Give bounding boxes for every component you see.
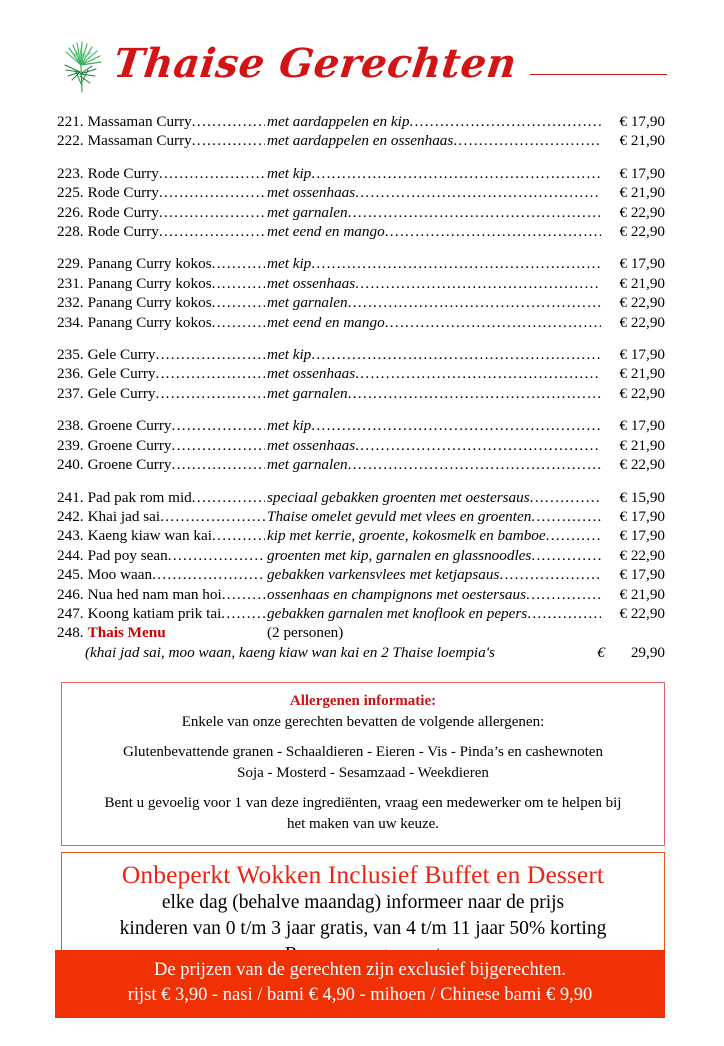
item-name: Rode Curry [87,184,159,202]
item-desc-cell [265,274,601,293]
item-name-cell [57,364,265,383]
item-number: 239. [57,436,84,454]
menu-item-row [57,416,665,435]
item-number: 238. [57,417,84,435]
item-number: 222. [57,132,84,150]
dot-leader [159,185,265,200]
item-description: met garnalen [267,456,348,474]
dot-leader [546,528,601,543]
item-description: Thaise omelet gevuld met vlees en groenten [267,507,532,525]
dot-leader [348,386,601,401]
dot-leader [222,587,265,602]
buffet-line-2: kinderen van 0 t/m 3 jaar gratis, van 4 t/m 11 jaar 50% korting [119,918,607,940]
item-price: € 22,90 [619,456,665,474]
item-desc-cell [265,623,665,642]
dot-leader [355,185,601,200]
menu-item-row [57,274,665,293]
header-rule [530,74,667,75]
dot-leader [172,418,265,433]
item-name: Gele Curry [87,346,156,364]
item-name-cell [57,565,265,584]
dot-leader [212,276,265,291]
item-name-cell [57,293,265,312]
palm-tree-icon [56,32,108,94]
item-name-cell [57,436,265,455]
item-number: 248. [57,624,84,642]
menu-item-row [57,507,665,526]
item-price: € 17,90 [619,113,665,130]
item-name-cell [57,604,265,623]
dot-leader [526,587,601,602]
item-number: 243. [57,527,84,545]
item-description: met ossenhaas [267,365,356,383]
item-price: € 17,90 [619,346,665,364]
item-name-cell [57,222,265,241]
allergen-note-line-2: het maken van uw keuze. [286,816,440,833]
item-name-cell [57,488,265,507]
menu-item-row [57,203,665,222]
item-price: € 21,90 [619,274,665,292]
dot-leader [311,418,601,433]
item-description: met eend en mango [267,313,385,331]
item-price: € 21,90 [619,585,665,603]
dot-leader [409,114,601,129]
item-desc-cell [265,565,601,584]
item-name: Thais Menu [87,624,166,642]
item-name: Panang Curry kokos [87,274,212,292]
item-name: Massaman Curry [87,113,192,130]
menu-group-special [57,623,665,662]
item-number: 231. [57,274,84,292]
item-desc-cell [265,364,601,383]
item-desc-cell [265,222,601,241]
menu-item-row [57,183,665,202]
dot-leader [155,347,265,362]
item-desc-cell [265,112,601,131]
dot-leader [168,548,265,563]
item-description: met ossenhaas [267,274,356,292]
allergen-note-line-1: Bent u gevoelig voor 1 van deze ingrediënten, vraag een medewerker om te helpen bij [104,795,622,812]
menu-item-row [57,112,665,131]
item-desc-cell [265,313,601,332]
item-name: Koong katiam prik tai [87,604,222,622]
menu-item-row [57,436,665,455]
item-number: 221. [57,113,84,130]
allergen-spacer-2 [72,784,654,793]
dot-leader [527,606,601,621]
item-desc-cell [265,164,601,183]
menu-item-row [57,455,665,474]
item-name-cell [57,254,265,273]
dot-leader [453,133,601,148]
item-price: € 22,90 [619,604,665,622]
item-name-cell [57,585,265,604]
item-name: Rode Curry [87,164,159,182]
dot-leader [348,457,601,472]
menu-group [57,112,665,151]
item-desc-cell [265,203,601,222]
dot-leader [155,366,265,381]
item-desc-cell [265,293,601,312]
item-number: 228. [57,223,84,241]
menu-item-row [57,313,665,332]
menu-list [57,112,665,662]
item-desc-cell [265,526,601,545]
item-number: 247. [57,604,84,622]
menu-item-row [57,546,665,565]
item-name-cell [57,507,265,526]
item-price: € 17,90 [619,507,665,525]
item-number: 236. [57,365,84,383]
item-desc-cell [265,604,601,623]
item-description: met kip [267,255,312,273]
menu-item-row [57,488,665,507]
item-number: 240. [57,456,84,474]
item-number: 242. [57,507,84,525]
dot-leader [221,606,265,621]
item-price: € 17,90 [619,566,665,584]
menu-item-row [57,345,665,364]
dot-leader [212,315,265,330]
item-price: € 22,90 [619,203,665,221]
item-name: Gele Curry [87,365,156,383]
item-desc-cell [265,183,601,202]
item-number: 234. [57,313,84,331]
item-description: groenten met kip, garnalen en glassnoodles [267,546,532,564]
item-name: Panang Curry kokos [87,255,212,273]
dot-leader [212,295,265,310]
dot-leader [499,567,601,582]
dot-leader [355,276,601,291]
item-name-cell [57,416,265,435]
menu-item-row [57,164,665,183]
item-number: 226. [57,203,84,221]
item-description: ossenhaas en champignons met oestersaus [267,585,527,603]
item-number: 229. [57,255,84,273]
menu-item-row [57,222,665,241]
item-description: met ossenhaas [267,184,356,202]
dot-leader [159,205,265,220]
item-description: met eend en mango [267,223,385,241]
item-name: Groene Curry [87,436,172,454]
item-price: € 17,90 [619,527,665,545]
item-name: Panang Curry kokos [87,294,212,312]
menu-item-row [57,604,665,623]
page-header [0,22,724,104]
allergen-list-line-1: Glutenbevattende granen - Schaaldieren - Eieren - Vis - Pinda’s en cashewnoten [123,744,603,761]
allergen-list-line-2: Soja - Mosterd - Sesamzaad - Weekdieren [237,765,489,782]
item-description: met garnalen [267,384,348,402]
menu-item-248 [57,623,665,642]
item-currency: € [597,643,605,661]
item-amount: 29,90 [630,643,665,661]
item-description: gebakken garnalen met knoflook en pepers [267,604,528,622]
item-name: Moo waan [87,566,153,584]
item-desc-cell [265,416,601,435]
item-name-cell [57,183,265,202]
item-desc-cell [265,585,601,604]
item-price: € 21,90 [619,365,665,383]
item-desc-cell [265,546,601,565]
dot-leader [531,548,601,563]
item-name-cell [57,345,265,364]
item-subtext: (khai jad sai, moo waan, kaeng kiaw wan kai en 2 Thaise loempia's [85,643,495,661]
dot-leader [192,114,265,129]
item-price: € 22,90 [619,294,665,312]
dot-leader [155,386,265,401]
item-name: Nua hed nam man hoi [87,585,222,603]
page-title: Thaise Gerechten [111,39,520,87]
item-name: Pad pak rom mid [87,488,192,506]
allergen-title: Allergenen informatie: [289,693,437,710]
menu-item-row [57,293,665,312]
menu-item-row [57,364,665,383]
item-name-cell [57,112,265,131]
item-name-cell [57,313,265,332]
item-number: 237. [57,384,84,402]
footer-line-2: rijst € 3,90 - nasi / bami € 4,90 - mihoen / Chinese bami € 9,90 [127,985,593,1005]
item-persons: (2 personen) [267,624,344,642]
item-number: 235. [57,346,84,364]
item-name: Massaman Curry [87,132,192,150]
item-name-cell [57,384,265,403]
allergen-intro: Enkele van onze gerechten bevatten de volgende allergenen: [181,714,545,731]
buffet-title: Onbeperkt Wokken Inclusief Buffet en Dessert [121,860,605,890]
item-name: Kaeng kiaw wan kai [87,527,212,545]
item-description: met garnalen [267,294,348,312]
dot-leader [355,366,601,381]
dot-leader [212,528,265,543]
menu-item-row [57,131,665,150]
item-name: Gele Curry [87,384,156,402]
dot-leader [192,490,265,505]
item-description: kip met kerrie, groente, kokosmelk en bamboe [267,527,546,545]
item-price: € 17,90 [619,417,665,435]
item-description: met aardappelen en kip [267,113,410,130]
dot-leader [160,509,265,524]
menu-item-row [57,254,665,273]
menu-group [57,345,665,403]
item-desc-cell [265,436,601,455]
dot-leader [212,256,265,271]
dot-leader [159,166,265,181]
menu-group [57,254,665,332]
dot-leader [355,438,601,453]
item-price: € 22,90 [619,384,665,402]
dot-leader [311,347,601,362]
item-price: € 17,90 [619,164,665,182]
menu-group [57,416,665,474]
dot-leader [172,438,265,453]
allergen-spacer [72,733,654,742]
dot-leader [311,256,601,271]
item-desc-cell [265,507,601,526]
item-name-cell [57,546,265,565]
item-name: Panang Curry kokos [87,313,212,331]
menu-item-row [57,585,665,604]
item-price: € 21,90 [619,132,665,150]
dot-leader [531,509,601,524]
item-number: 241. [57,488,84,506]
item-price: € 22,90 [619,546,665,564]
item-name-cell [57,455,265,474]
item-name-cell [57,164,265,183]
dot-leader [159,224,265,239]
dot-leader [192,133,265,148]
menu-group [57,488,665,624]
item-price: € 22,90 [619,223,665,241]
item-name: Rode Curry [87,203,159,221]
item-name-cell [57,526,265,545]
item-price: € 15,90 [619,488,665,506]
item-name: Rode Curry [87,223,159,241]
footer-line-1: De prijzen van de gerechten zijn exclusief bijgerechten. [154,960,566,980]
item-number: 232. [57,294,84,312]
item-price: € 21,90 [619,184,665,202]
item-number: 223. [57,164,84,182]
item-description: met kip [267,417,312,435]
menu-item-row [57,565,665,584]
menu-item-row [57,526,665,545]
dot-leader [152,567,265,582]
item-desc-cell [265,384,601,403]
item-number: 244. [57,546,84,564]
dot-leader [530,490,601,505]
item-number: 246. [57,585,84,603]
item-desc-cell [265,131,601,150]
menu-item-row [57,384,665,403]
item-name-cell [57,131,265,150]
dot-leader [172,457,265,472]
item-description: met garnalen [267,203,348,221]
item-description: speciaal gebakken groenten met oestersaus [267,488,530,506]
item-name: Groene Curry [87,417,172,435]
menu-group [57,164,665,242]
item-price: € 22,90 [619,313,665,331]
item-number: 225. [57,184,84,202]
item-desc-cell [265,488,601,507]
dot-leader [385,315,601,330]
dot-leader [348,295,601,310]
item-name-cell [57,623,265,642]
item-description: met kip [267,164,312,182]
item-description: gebakken varkensvlees met ketjapsaus [267,566,500,584]
menu-item-248-subline [57,643,665,662]
item-description: met aardappelen en ossenhaas [267,132,454,150]
item-name: Groene Curry [87,456,172,474]
dot-leader [311,166,601,181]
price-notice-banner [55,950,665,1018]
item-number: 245. [57,566,84,584]
buffet-line-1: elke dag (behalve maandag) informeer naar de prijs [161,892,565,914]
item-name-cell [57,203,265,222]
dot-leader [385,224,601,239]
item-name: Khai jad sai [87,507,161,525]
item-price: € 21,90 [619,436,665,454]
item-desc-cell [265,455,601,474]
allergen-info-box [61,682,665,846]
item-name-cell [57,274,265,293]
item-description: met ossenhaas [267,436,356,454]
dot-leader [348,205,601,220]
item-desc-cell [265,254,601,273]
item-description: met kip [267,346,312,364]
item-desc-cell [265,345,601,364]
item-price: € 17,90 [619,255,665,273]
item-name: Pad poy sean [87,546,168,564]
